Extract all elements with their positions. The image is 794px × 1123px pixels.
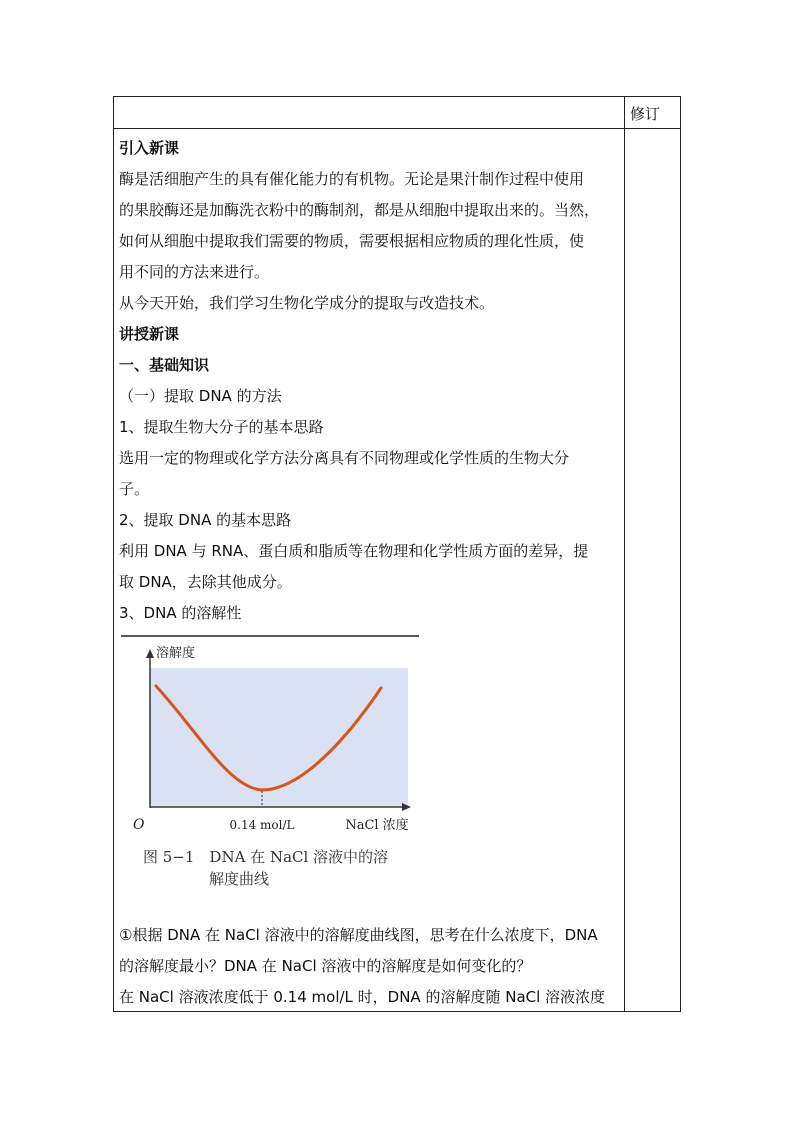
content-line: 的果胶酶还是加酶洗衣粉中的酶制剂，都是从细胞中提取出来的。当然， bbox=[119, 201, 600, 219]
x-axis-label: NaCl 浓度 bbox=[345, 818, 409, 833]
content-line: 选用一定的物理或化学方法分离具有不同物理或化学性质的生物大分 bbox=[119, 449, 570, 467]
content-lines-top bbox=[119, 133, 619, 629]
content-line: 3、DNA 的溶解性 bbox=[119, 604, 242, 622]
content-lines-bottom bbox=[119, 920, 619, 1013]
content-line: 2、提取 DNA 的基本思路 bbox=[119, 511, 292, 529]
solubility-figure bbox=[119, 633, 419, 920]
caption-line-1: 图 5−1 DNA 在 NaCl 溶液中的溶 bbox=[143, 848, 389, 866]
lesson-table bbox=[113, 96, 681, 1012]
column-divider bbox=[624, 97, 625, 1011]
revise-column-header: 修订 bbox=[630, 105, 661, 123]
content-line: 取 DNA，去除其他成分。 bbox=[119, 573, 292, 591]
plot-background bbox=[150, 668, 408, 806]
content-line: 如何从细胞中提取我们需要的物质，需要根据相应物质的理化性质，使 bbox=[119, 232, 585, 250]
content-line: ①根据 DNA 在 NaCl 溶液中的溶解度曲线图，思考在什么浓度下，DNA bbox=[119, 926, 598, 944]
caption-line-2: 解度曲线 bbox=[209, 870, 270, 888]
content-line: 一、基础知识 bbox=[119, 356, 210, 374]
lesson-content bbox=[119, 133, 619, 1013]
x-tick-label: 0.14 mol/L bbox=[229, 818, 295, 832]
content-line: 用不同的方法来进行。 bbox=[119, 263, 270, 281]
content-line: 在 NaCl 溶液浓度低于 0.14 mol/L 时，DNA 的溶解度随 NaCl 溶液浓度 bbox=[119, 988, 606, 1006]
content-line: 子。 bbox=[119, 480, 150, 498]
content-line: 酶是活细胞产生的具有催化能力的有机物。无论是果汁制作过程中使用 bbox=[119, 170, 585, 188]
content-line: 从今天开始，我们学习生物化学成分的提取与改造技术。 bbox=[119, 294, 495, 312]
content-line: 利用 DNA 与 RNA、蛋白质和脂质等在物理和化学性质方面的差异，提 bbox=[119, 542, 589, 560]
header-row-divider bbox=[114, 128, 680, 129]
origin-label: O bbox=[133, 817, 145, 833]
solubility-chart bbox=[119, 633, 419, 838]
y-axis-arrow-icon bbox=[146, 649, 154, 658]
content-line: 1、提取生物大分子的基本思路 bbox=[119, 418, 324, 436]
content-line: 引入新课 bbox=[119, 139, 180, 157]
content-line: 的溶解度最小？DNA 在 NaCl 溶液中的溶解度是如何变化的？ bbox=[119, 957, 532, 975]
figure-caption bbox=[143, 846, 388, 890]
content-line: 讲授新课 bbox=[119, 325, 180, 343]
content-line: （一）提取 DNA 的方法 bbox=[119, 387, 282, 405]
y-axis-label: 溶解度 bbox=[156, 646, 196, 661]
